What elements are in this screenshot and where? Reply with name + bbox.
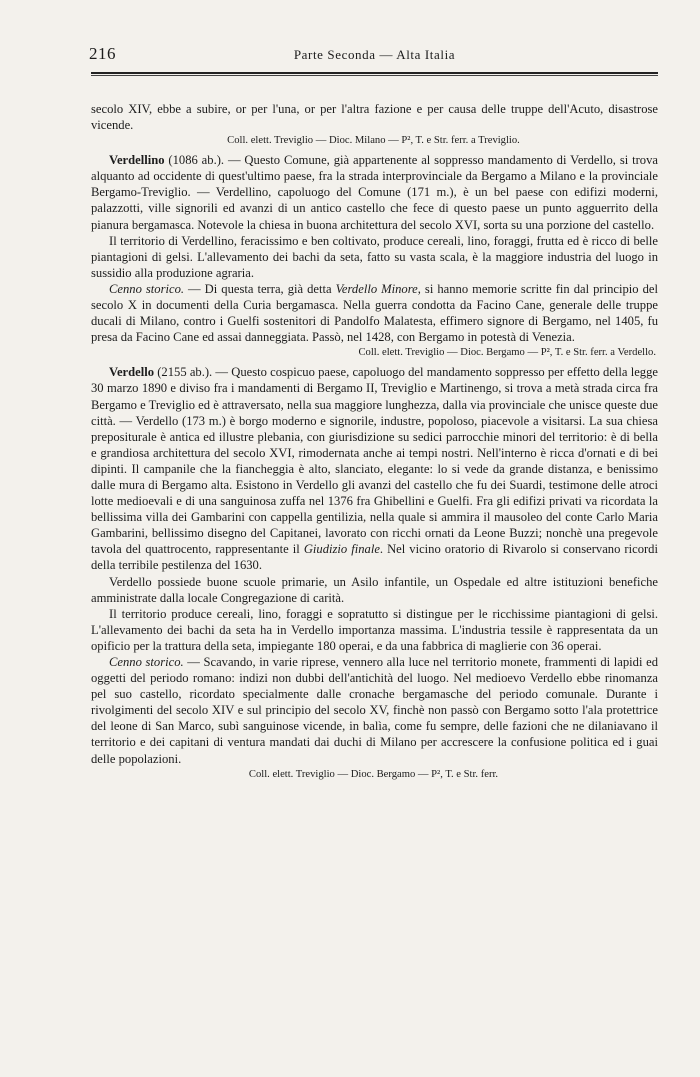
book-page <box>91 44 658 783</box>
verdello-paragraph-1 <box>91 364 658 573</box>
verdellino-text-1: (1086 ab.). — Questo Comune, già appartenente al soppresso mandamento di Verdello, si trova alquanto ad occidente di quest'ultimo paese, fra la strada interprovinciale da Bergamo a Milano e la provinciale Bergamo-Treviglio. — Verdellino, capoluogo del Comune (171 m.), è un bel paese con edifizi moderni, palazzotti, ville signorili ed avanzi di un antico castello che fece di questo paese un punto agguerrito della pianura bergamasca. Notevole la chiesa in buona architettura del secolo XVI, sorta su una porzione del castello. <box>91 153 658 232</box>
verdellino-cenno-label: Cenno storico. <box>109 281 185 296</box>
header-rule-thin <box>91 75 658 76</box>
page-number: 216 <box>89 44 116 63</box>
verdello-text-1-end: . Nel vicino oratorio di Rivarolo si conservano ricordi della terribile pestilenza del 1630. <box>91 542 658 573</box>
verdellino-cenno-text-b: , si hanno memorie scritte fin dal principio del secolo X in documenti della Curia bergamasca. Nella guerra condotta da Facino Cane, generale delle truppe ducali di Milano, contro i Guelfi sostenitori di Pandolfo Malatesta, effimero signore di Bergamo, nel 1405, fu presa da Facino Cane ed assai danneggiata. Passò, nel 1428, con Bergamo in potestà di Venezia. <box>91 281 658 345</box>
verdellino-cenno-storico <box>91 281 658 345</box>
intro-coll-line: Coll. elett. Treviglio — Dioc. Milano — P², T. e Str. ferr. a Treviglio. <box>227 135 520 147</box>
verdello-italic-title: Giudizio finale <box>303 542 380 557</box>
verdellino-cenno-text-a: — Di questa terra, già detta <box>184 281 336 296</box>
header-rule <box>91 72 658 74</box>
entry-name-verdello: Verdello <box>109 365 155 380</box>
verdellino-paragraph-1 <box>91 152 658 232</box>
verdello-coll-line: Coll. elett. Treviglio — Dioc. Bergamo — P², T. e Str. ferr. <box>248 768 499 780</box>
entry-name-verdellino: Verdellino <box>109 153 165 168</box>
running-title: Parte Seconda — Alta Italia <box>293 47 456 62</box>
verdello-cenno-text: — Scavando, in varie riprese, vennero alla luce nel territorio monete, frammenti di lapidi ed oggetti del periodo romano: indizi non dubbi dell'antichità del luogo. Nel medioevo Verdello ebbe rinomanza pel suo castello, ricordato specialmente dalle cronache bergamasche del periodo comunale. Durante i rivolgimenti del secolo XIV e sul principio del secolo XV, finchè non passò con Bergamo sotto l'ala protettrice del leone di San Marco, subì sanguinose vicende, in balìa, come fu sempre, delle fazioni che ne dilaniavano il territorio e dei capitani di ventura mandati dai duchi di Milano per accrescere la confusione politica ed i guai delle popolazioni. <box>91 655 658 766</box>
verdello-paragraph-2: Verdello possiede buone scuole primarie, un Asilo infantile, un Ospedale ed altre istituzioni benefiche amministrate dalla locale Congregazione di carità. <box>91 574 658 605</box>
verdello-cenno-label: Cenno storico. <box>109 655 184 669</box>
intro-paragraph: secolo XIV, ebbe a subire, or per l'una, or per l'altra fazione e per causa delle truppe dell'Acuto, disastrose vicende. <box>91 102 658 133</box>
page-header <box>91 44 658 66</box>
verdellino-coll-line: Coll. elett. Treviglio — Dioc. Bergamo — P², T. e Str. ferr. a Verdello. <box>358 347 656 359</box>
verdellino-cenno-italic: Verdello Minore <box>335 281 418 296</box>
page-body <box>91 101 658 783</box>
verdellino-paragraph-2: Il territorio di Verdellino, feracissimo e ben coltivato, produce cereali, lino, foraggi, frutta ed è ricco di belle piantagioni di gelsi. L'allevamento dei bachi da seta, fatto su vasta scala, è la maggiore industria del luogo in sussidio alla produzione agraria. <box>91 233 658 280</box>
verdello-text-1: (2155 ab.). — Questo cospicuo paese, capoluogo del mandamento soppresso per effetto della legge 30 marzo 1890 e diviso fra i mandamenti di Bergamo II, Treviglio e Martinengo, si trova a metà strada circa fra Bergamo e Treviglio ed è attraversato, nella sua maggiore lunghezza, dalla via provinciale che unisce queste due città. — Verdello (173 m.) è borgo moderno e signorile, industre, popoloso, piacevole a visitarsi. La sua chiesa prepositurale è antica ed illustre plebania, con giurisdizione su sedici parrocchie minori del territorio: è di bella e grandiosa architettura del secolo XVI, rimodernata anche ai tempi nostri. Nell'interno è ricca d'ornati e di bei dipinti. Il campanile che la fiancheggia è alto, slanciato, elegante: lo si vede da grande distanza, e benissimo dalle mura di Bergamo alta. Esistono in Verdello gli avanzi del castello che fu dei Suardi, testimone delle atroci lotte medioevali e di una sanguinosa zuffa nel 1376 fra Ghibellini e Guelfi. Fra gli edifizi privati va ricordata la bellissima villa dei Gambarini con cappella gentilizia, nella quale si ammira il mausoleo del conte Carlo Maria Gambarini, bellissimo disegno del Capitanei, lavorato con ricchi ornati da Leone Buzzi; nonchè una pregevole tavola del quattrocento, rappresentante il <box>91 365 658 557</box>
verdello-paragraph-3: Il territorio produce cereali, lino, foraggi e sopratutto si distingue per le ricchissime piantagioni di gelsi. L'allevamento dei bachi da seta ha in Verdello importanza massima. L'industria tessile è rappresentata da un opificio per la trattura della seta, impiegante 180 operai, e da una fabbrica di maglierie con 36 operai. <box>91 606 658 653</box>
verdello-cenno-storico <box>91 654 658 767</box>
